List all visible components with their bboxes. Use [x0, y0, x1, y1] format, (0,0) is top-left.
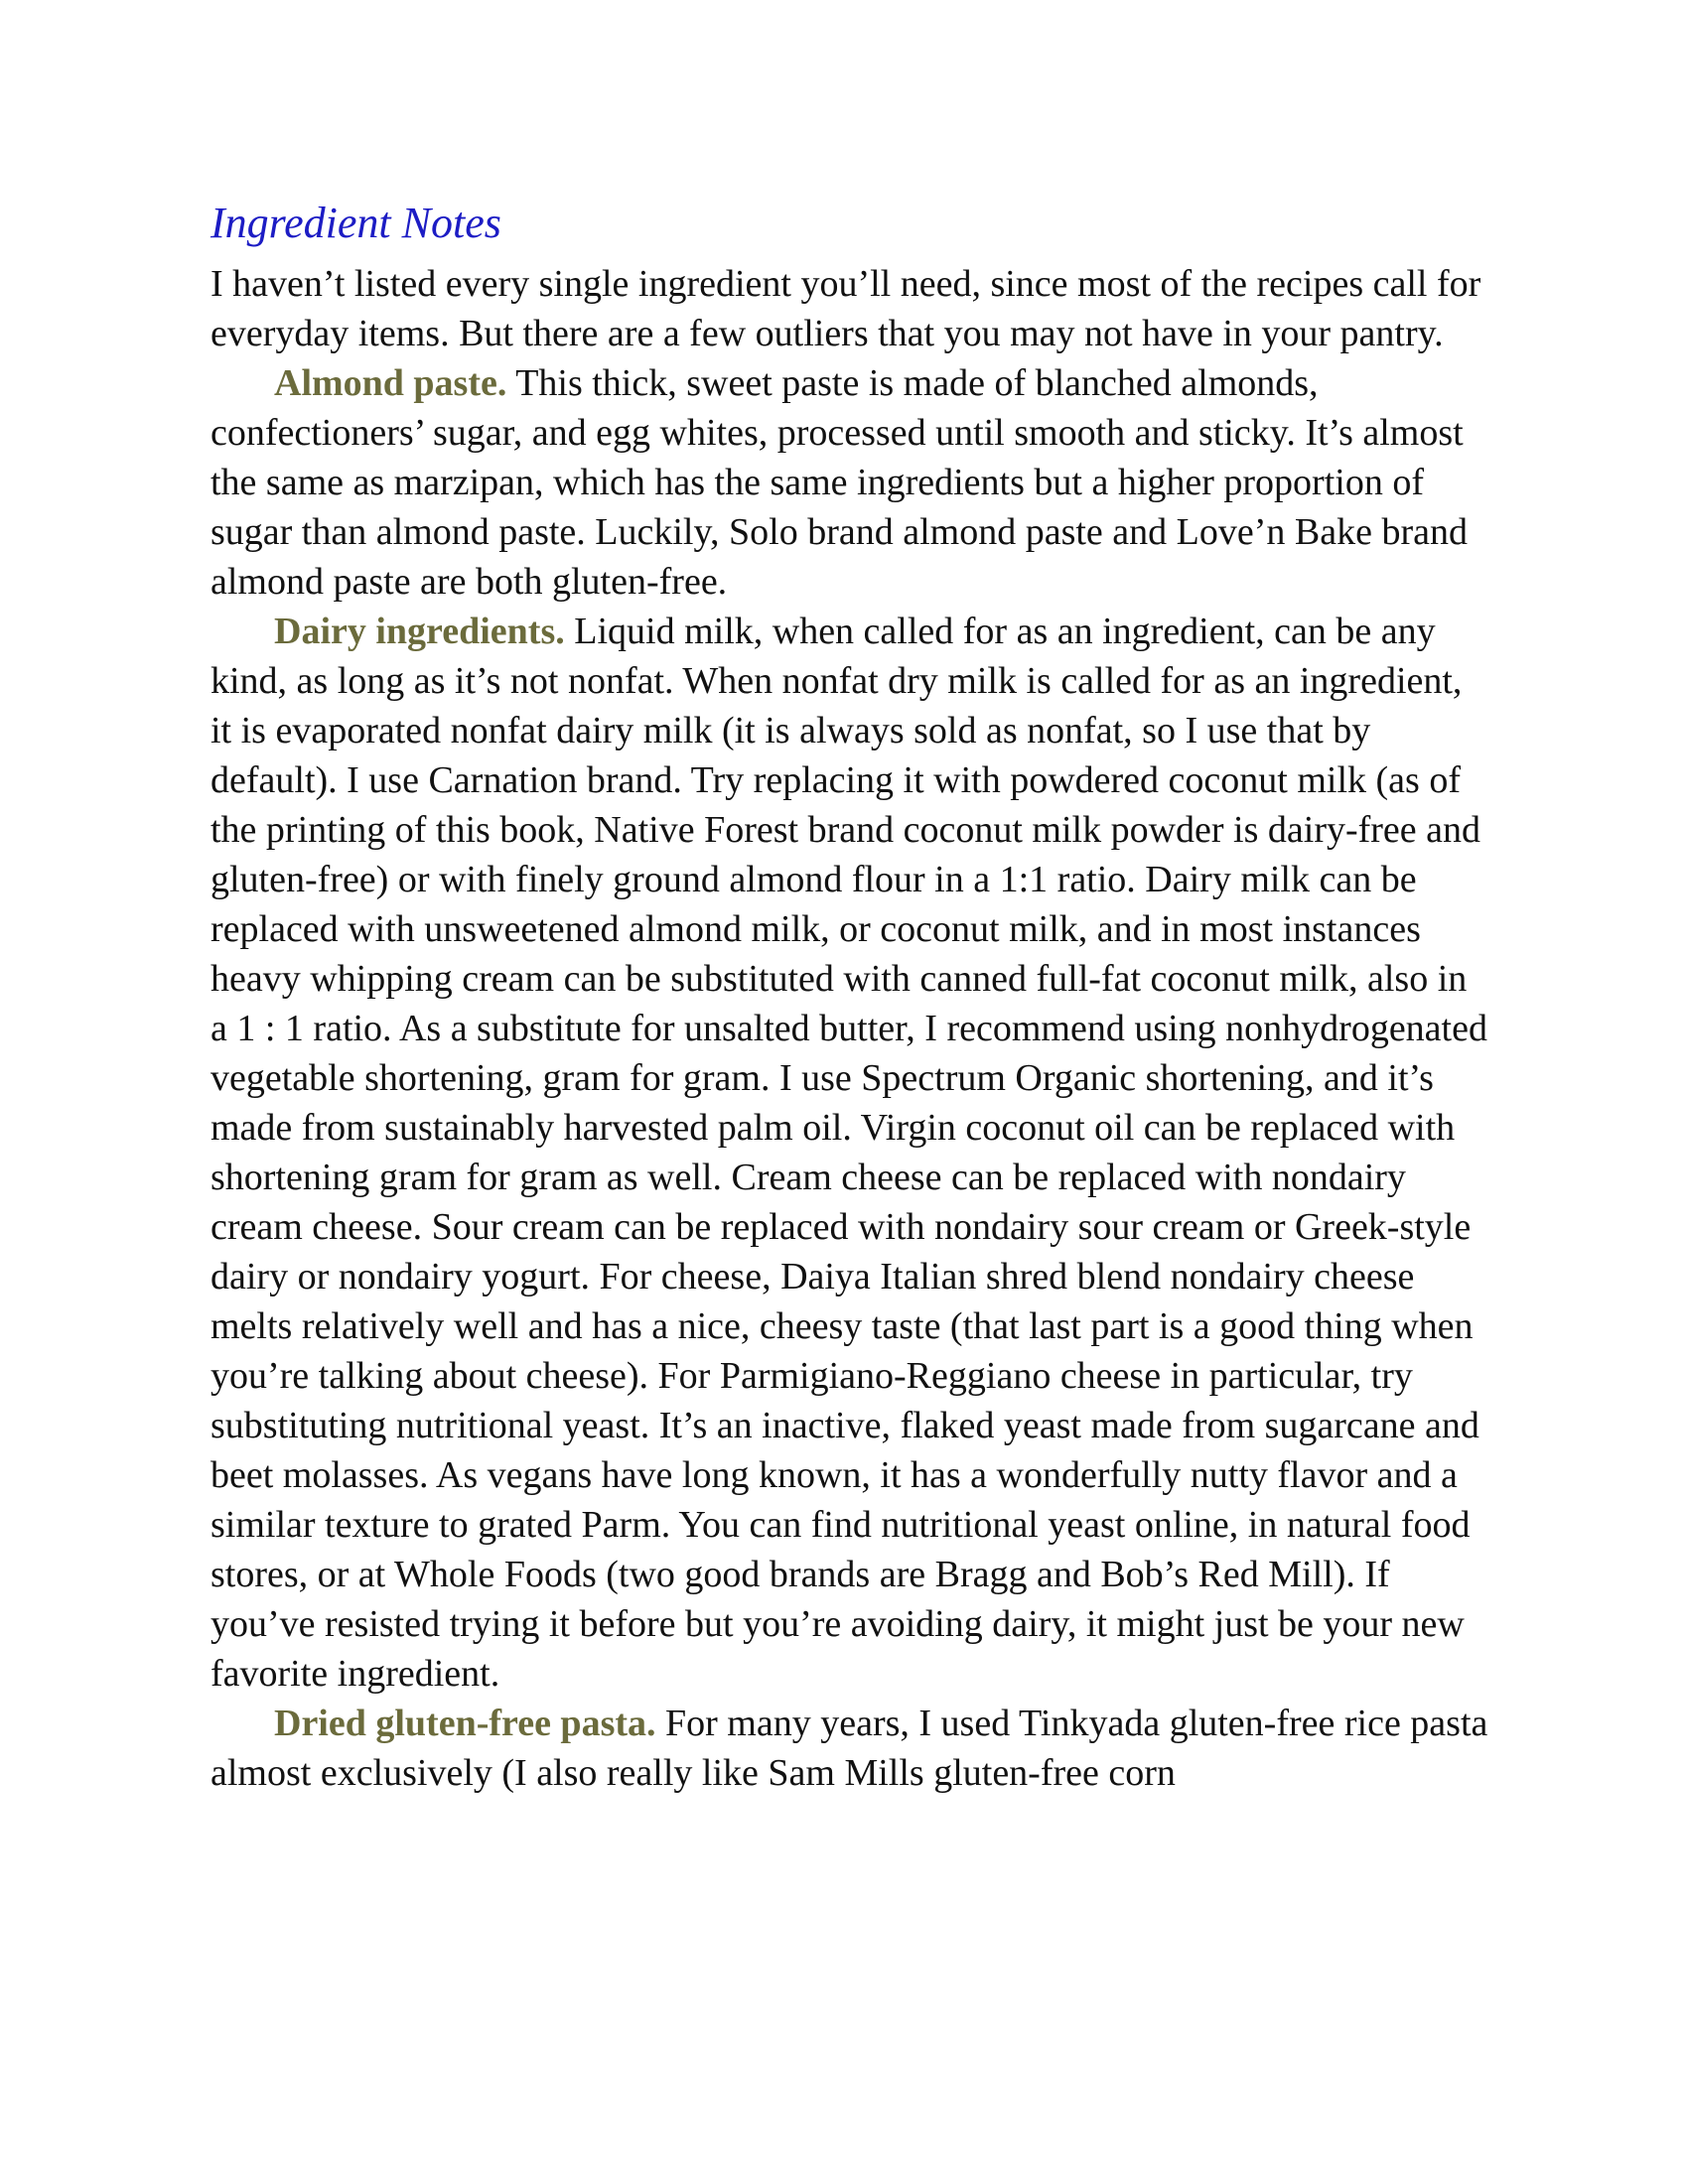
term-dairy-ingredients: Dairy ingredients. — [274, 611, 565, 652]
paragraph-dairy-ingredients — [211, 607, 1491, 1699]
paragraph-dried-pasta — [211, 1699, 1491, 1798]
section-heading: Ingredient Notes — [211, 199, 501, 247]
text-dried-pasta: For many years, I used Tinkyada gluten-free rice pasta almost exclusively (I also really like Sam Mills gluten-free corn — [211, 1703, 1488, 1794]
paragraph-almond-paste — [211, 358, 1491, 607]
document-page — [211, 194, 1491, 1798]
text-dairy-ingredients: Liquid milk, when called for as an ingredient, can be any kind, as long as it’s not nonfat. When nonfat dry milk is called for as an ingredient, it is evaporated nonfat dairy milk (it is always sold as nonfat, so I use that by default). I use Carnation brand. Try replacing it with powdered coconut milk (as of the printing of this book, Native Forest brand coconut milk powder is dairy-free and gluten-free) or with finely ground almond flour in a 1:1 ratio. Dairy milk can be replaced with unsweetened almond milk, or coconut milk, and in most instances heavy whipping cream can be substituted with canned full-fat coconut milk, also in a 1 : 1 ratio. As a substitute for unsalted butter, I recommend using nonhydrogenated vegetable shortening, gram for gram. I use Spectrum Organic shortening, and it’s made from sustainably harvested palm oil. Virgin coconut oil can be replaced with shortening gram for gram as well. Cream cheese can be replaced with nondairy cream cheese. Sour cream can be replaced with nondairy sour cream or Greek-style dairy or nondairy yogurt. For cheese, Daiya Italian shred blend nondairy cheese melts relatively well and has a nice, cheesy taste (that last part is a good thing when you’re talking about cheese). For Parmigiano-Reggiano cheese in particular, try substituting nutritional yeast. It’s an inactive, flaked yeast made from sugarcane and beet molasses. As vegans have long known, it has a wonderfully nutty flavor and a similar texture to grated Parm. You can find nutritional yeast online, in natural food stores, or at Whole Foods (two good brands are Bragg and Bob’s Red Mill). If you’ve resisted trying it before but you’re avoiding dairy, it might just be your new favorite ingredient. — [211, 611, 1487, 1695]
text-almond-paste: This thick, sweet paste is made of blanched almonds, confectioners’ sugar, and egg whites, processed until smooth and sticky. It’s almost the same as marzipan, which has the same ingredients but a higher proportion of sugar than almond paste. Luckily, Solo brand almond paste and Love’n Bake brand almond paste are both gluten-free. — [211, 362, 1468, 603]
intro-paragraph: I haven’t listed every single ingredient you’ll need, since most of the recipes call for everyday items. But there are a few outliers that you may not have in your pantry. — [211, 263, 1481, 354]
term-almond-paste: Almond paste. — [274, 362, 507, 404]
term-dried-pasta: Dried gluten-free pasta. — [274, 1703, 656, 1744]
